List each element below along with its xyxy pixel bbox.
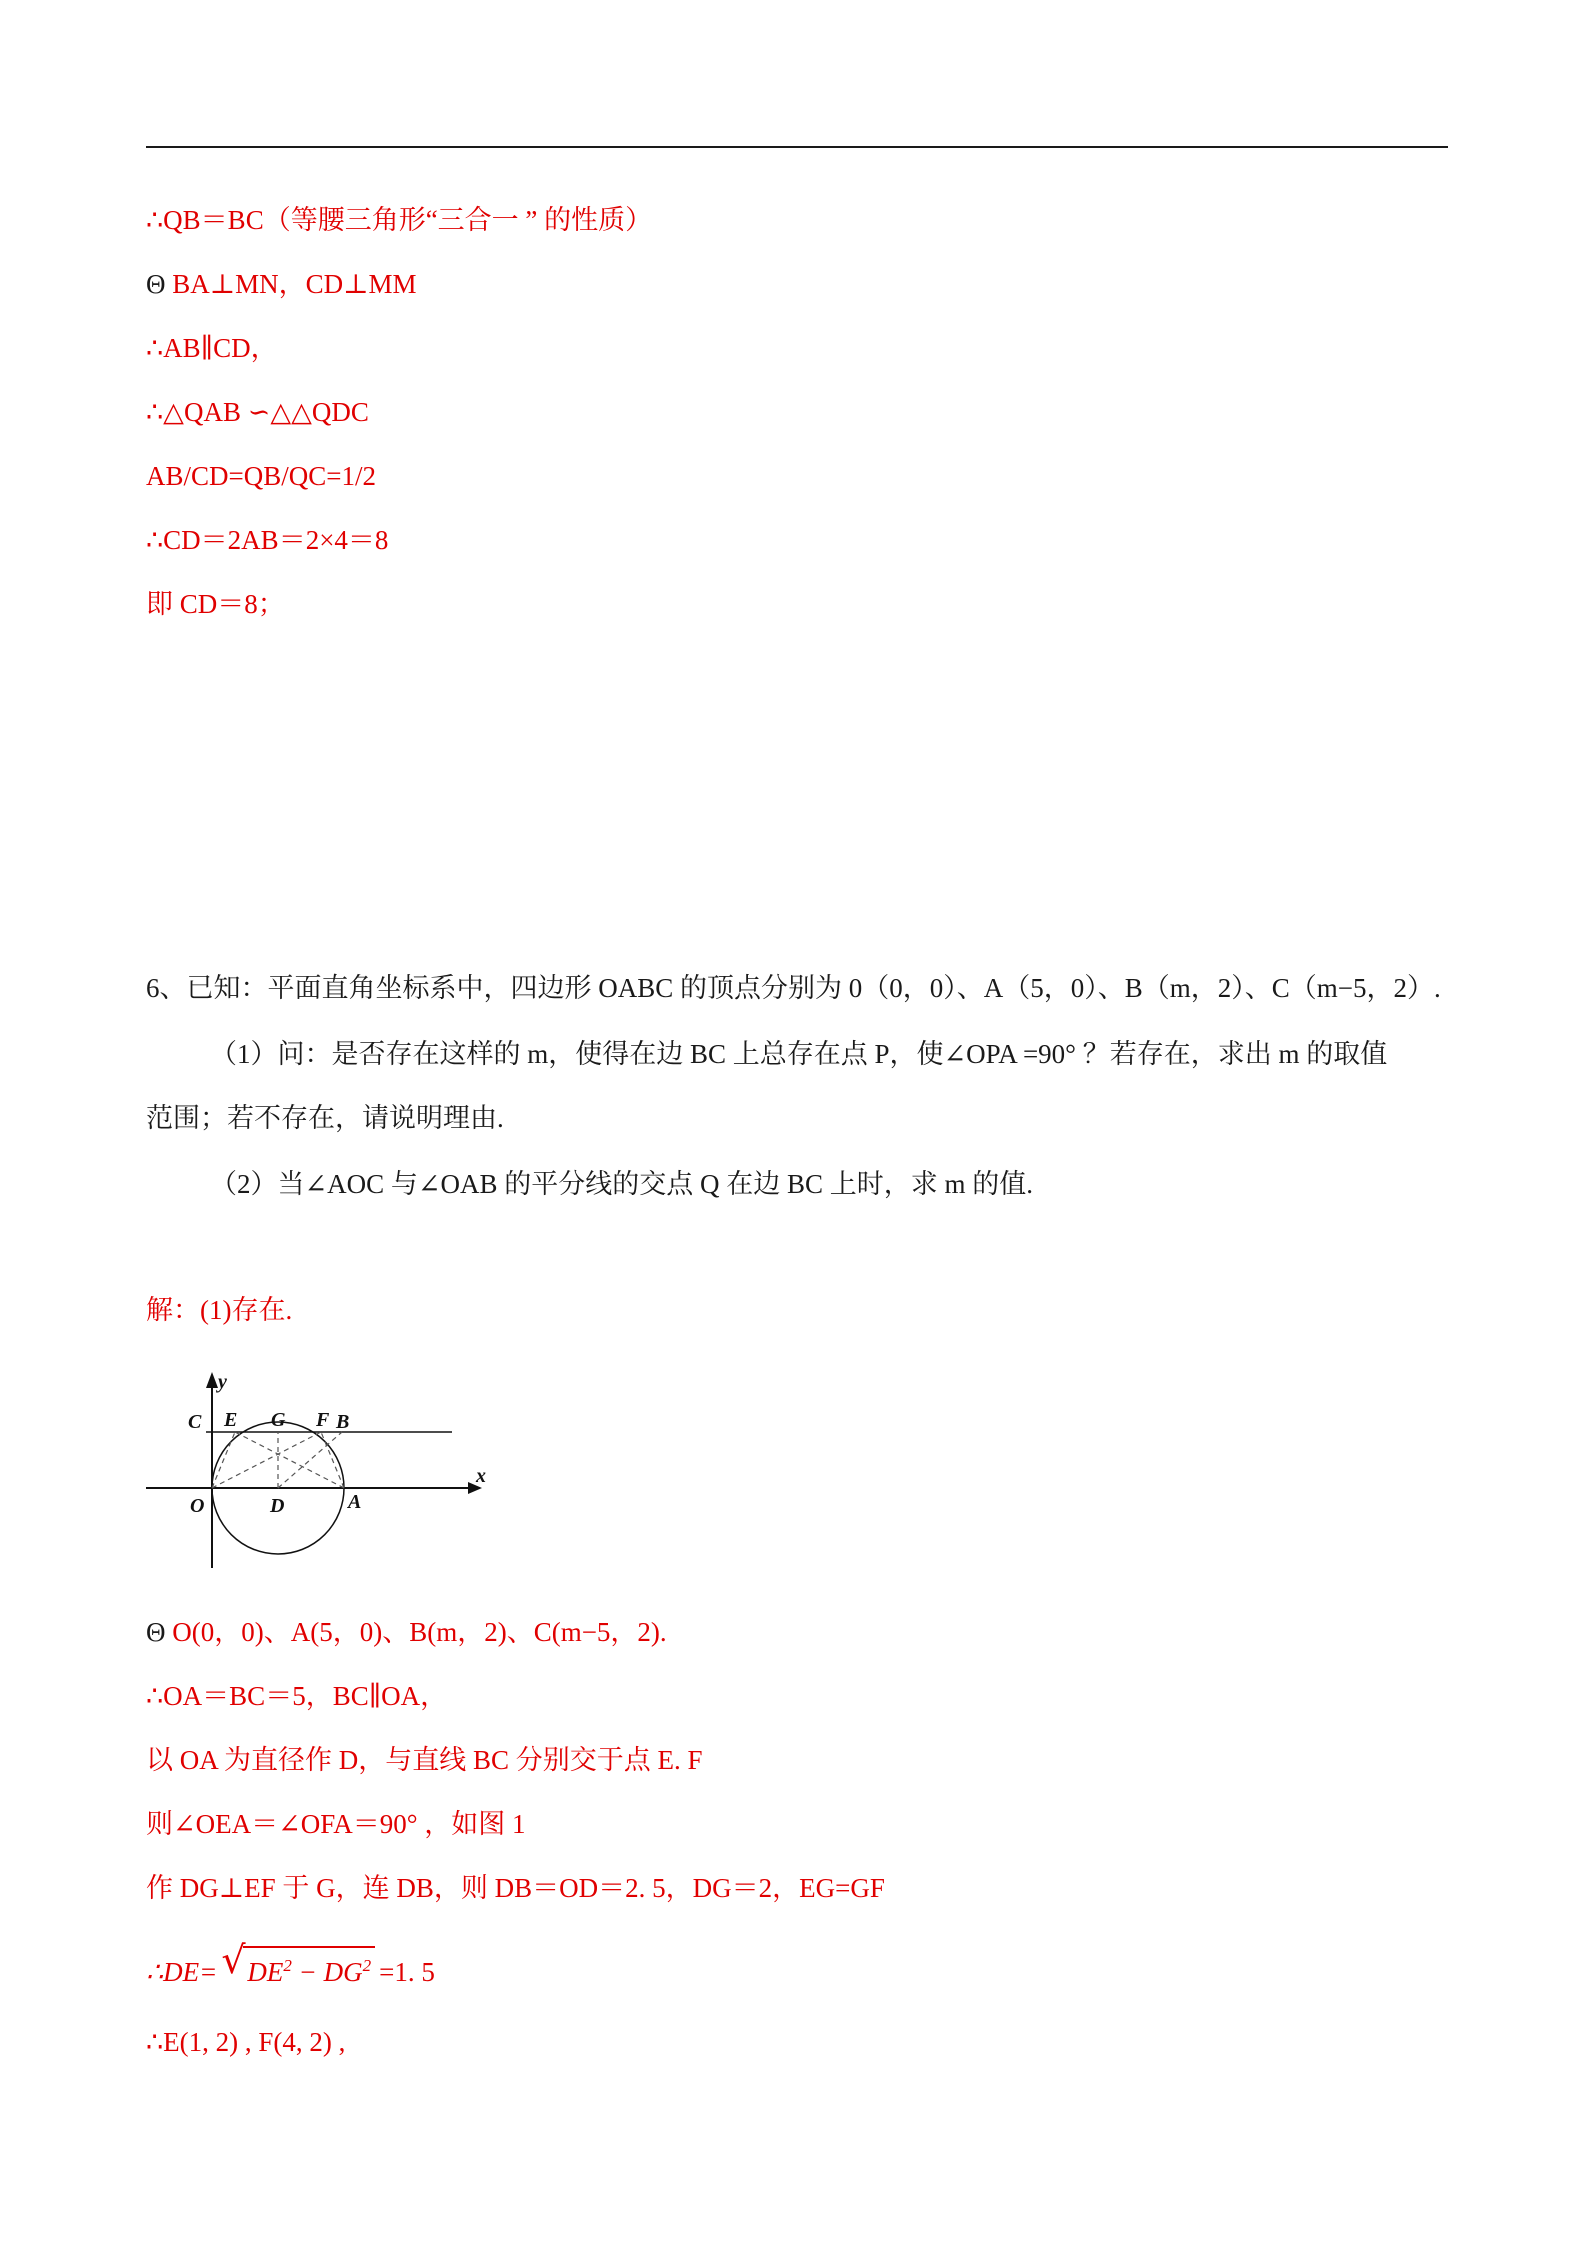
solution-line-1: Θ O(0，0)、A(5，0)、B(m，2)、C(m−5，2).: [146, 1617, 667, 1647]
label-y: y: [218, 1371, 227, 1393]
y-axis-arrow: [206, 1372, 218, 1388]
prev-solution-line-7: 即 CD＝8；: [146, 589, 285, 619]
label-x: x: [476, 1465, 486, 1487]
header-rule: [146, 146, 1448, 148]
solution-line-6: ∴DE= √ $DE^2 - DG^2 =1$. 5: [146, 1946, 435, 1990]
prev-solution-line-1: ∴QB＝BC（等腰三角形“三合一 ” 的性质）: [146, 205, 653, 235]
problem-q2: （2）当∠AOC 与∠OAB 的平分线的交点 Q 在边 BC 上时，求 m 的值.: [210, 1169, 1034, 1199]
square-root: √ $DE^2 - DG^2$: [221, 1946, 375, 1990]
label-o: O: [190, 1495, 205, 1517]
label-c: C: [188, 1411, 202, 1433]
problem-q1-line-2: 范围；若不存在，请说明理由.: [146, 1103, 504, 1133]
problem-q1-line-1: （1）问：是否存在这样的 m，使得在边 BC 上总存在点 P，使∠OPA =90° ？若存在，求出 m 的取值: [210, 1039, 1388, 1069]
problem-stem: 6、已知：平面直角坐标系中，四边形 OABC 的顶点分别为 0（0，0）、A（5，0）、B（m，2）、C（m−5，2）.: [146, 973, 1441, 1003]
label-e: E: [224, 1409, 238, 1431]
solution-line-7: ∴E(1, 2) , F(4, 2) ,: [146, 2027, 346, 2057]
prev-solution-line-2: Θ BA⊥MN，CD⊥MM: [146, 269, 417, 299]
coordinate-figure: [146, 1368, 496, 1583]
solution-line-4: 则∠OEA＝∠OFA＝90° ，如图 1: [146, 1809, 526, 1839]
prev-solution-line-6: ∴CD＝2AB＝2×4＝8: [146, 525, 389, 555]
solution-line-5: 作 DG⊥EF 于 G，连 DB，则 DB＝OD＝2. 5，DG＝2，EG=GF: [146, 1873, 885, 1903]
label-a: A: [348, 1491, 362, 1513]
prev-solution-line-3: ∴AB∥CD，: [146, 333, 278, 363]
label-g: G: [271, 1409, 286, 1431]
solution-line-3: 以 OA 为直径作 D，与直线 BC 分别交于点 E. F: [146, 1745, 703, 1775]
solution-line-2: ∴OA＝BC＝5，BC∥OA，: [146, 1681, 448, 1711]
prev-solution-line-4: ∴△QAB ∽△△QDC: [146, 397, 369, 427]
label-d: D: [270, 1495, 285, 1517]
solution-head: 解：(1)存在.: [146, 1295, 293, 1325]
label-f: F: [316, 1409, 330, 1431]
label-b: B: [336, 1411, 350, 1433]
prev-solution-line-5: AB/CD=QB/QC=1/2: [146, 461, 376, 491]
